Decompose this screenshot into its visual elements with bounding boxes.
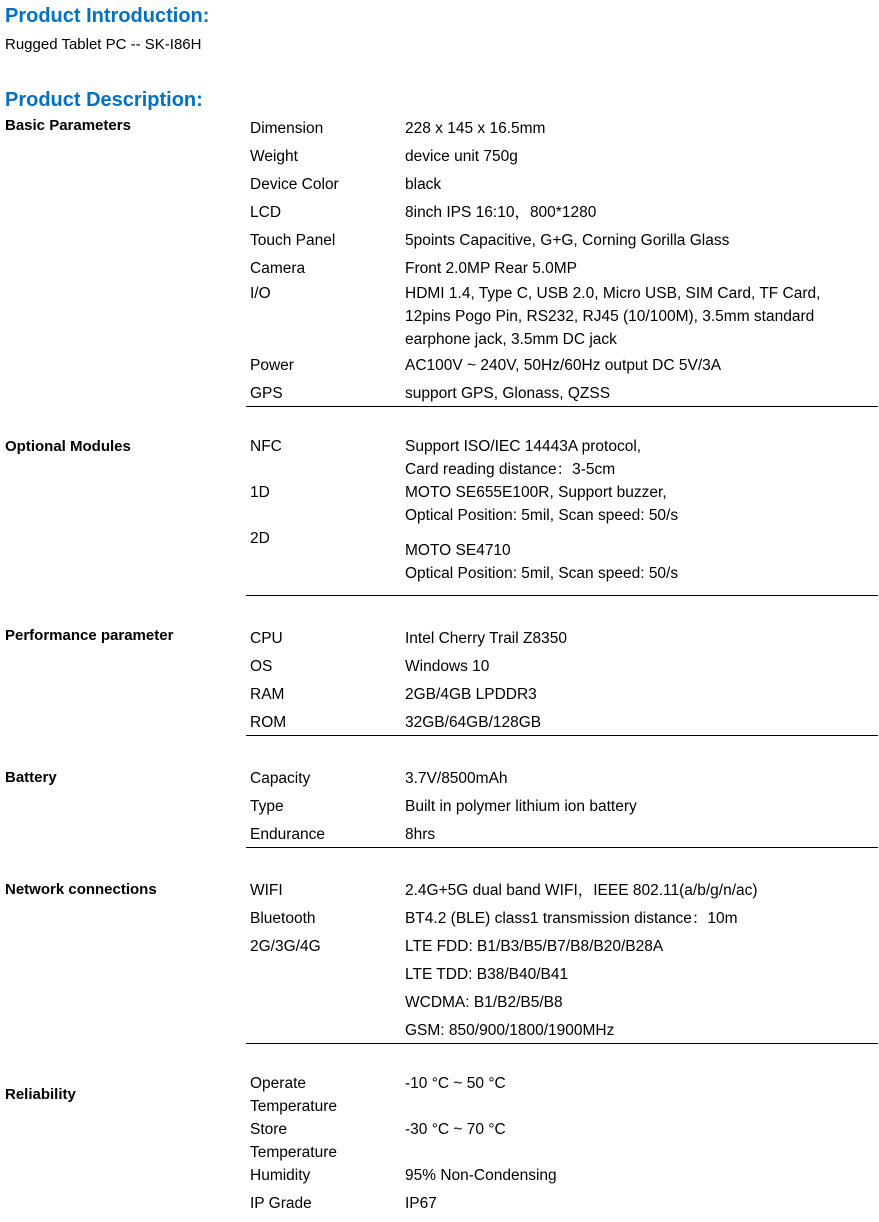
spec-label: OS [250, 658, 273, 675]
spec-label: WIFI [250, 882, 283, 899]
spec-label: ROM [250, 714, 287, 731]
spec-label: Humidity [250, 1167, 311, 1184]
spec-label: Weight [250, 148, 298, 165]
spec-value: BT4.2 (BLE) class1 transmission distance：10m [405, 910, 738, 927]
spec-label: I/O [250, 285, 271, 302]
spec-value-line: Optical Position: 5mil, Scan speed: 50/s [405, 565, 679, 582]
spec-value: 5points Capacitive, G+G, Corning Gorilla Glass [405, 232, 730, 249]
spec-label-line: Operate [250, 1075, 307, 1092]
spec-value-line: LTE FDD: B1/B3/B5/B7/B8/B20/B28A [405, 938, 664, 955]
spec-value: 3.7V/8500mAh [405, 770, 508, 787]
spec-value-line: Card reading distance：3-5cm [405, 461, 616, 478]
spec-value-line: earphone jack, 3.5mm DC jack [405, 331, 617, 348]
spec-label: CPU [250, 630, 283, 647]
section-divider [246, 847, 878, 848]
spec-value-line: WCDMA: B1/B2/B5/B8 [405, 994, 563, 1011]
spec-value-line: Optical Position: 5mil, Scan speed: 50/s [405, 507, 679, 524]
section-title: Optional Modules [5, 438, 131, 455]
spec-label: LCD [250, 204, 282, 221]
spec-value-line: MOTO SE655E100R, Support buzzer, [405, 484, 667, 501]
spec-value: 2.4G+5G dual band WIFI，IEEE 802.11(a/b/g/n/ac) [405, 882, 758, 899]
spec-label: Device Color [250, 176, 339, 193]
spec-label: Power [250, 357, 294, 374]
spec-value: support GPS, Glonass, QZSS [405, 385, 611, 402]
spec-value-line: GSM: 850/900/1800/1900MHz [405, 1022, 615, 1039]
spec-label: NFC [250, 438, 282, 455]
spec-value: -30 °C ~ 70 °C [405, 1121, 506, 1138]
spec-label: RAM [250, 686, 285, 703]
spec-value: -10 °C ~ 50 °C [405, 1075, 506, 1092]
spec-label: GPS [250, 385, 283, 402]
spec-value-line: LTE TDD: B38/B40/B41 [405, 966, 569, 983]
spec-value: 95% Non-Condensing [405, 1167, 557, 1184]
spec-value: Intel Cherry Trail Z8350 [405, 630, 567, 647]
spec-label: Endurance [250, 826, 325, 843]
section-divider [246, 595, 878, 596]
spec-label: Bluetooth [250, 910, 316, 927]
spec-value: black [405, 176, 442, 193]
spec-value: 228 x 145 x 16.5mm [405, 120, 546, 137]
spec-value: 8hrs [405, 826, 436, 843]
spec-label-line: Temperature [250, 1144, 338, 1161]
spec-label: 2G/3G/4G [250, 938, 321, 955]
spec-label-line: Temperature [250, 1098, 338, 1115]
spec-value: 32GB/64GB/128GB [405, 714, 542, 731]
section-title: Network connections [5, 881, 157, 898]
spec-value: Front 2.0MP Rear 5.0MP [405, 260, 578, 277]
spec-value-line: MOTO SE4710 [405, 542, 511, 559]
spec-value: 8inch IPS 16:10，800*1280 [405, 204, 597, 221]
section-divider [246, 735, 878, 736]
section-title: Reliability [5, 1086, 76, 1103]
section-title: Performance parameter [5, 627, 174, 644]
spec-value: AC100V ~ 240V, 50Hz/60Hz output DC 5V/3A [405, 357, 722, 374]
spec-value-line: Support ISO/IEC 14443A protocol, [405, 438, 642, 455]
section-divider [246, 1043, 878, 1044]
spec-label: Camera [250, 260, 306, 277]
product-introduction-heading: Product Introduction: [5, 5, 210, 27]
spec-label: Dimension [250, 120, 324, 137]
spec-value-line: HDMI 1.4, Type C, USB 2.0, Micro USB, SIM Card, TF Card, [405, 285, 821, 302]
section-title: Basic Parameters [5, 117, 131, 134]
spec-value-line: 12pins Pogo Pin, RS232, RJ45 (10/100M), 3.5mm standard [405, 308, 815, 325]
spec-label: Capacity [250, 770, 311, 787]
section-title: Battery [5, 769, 57, 786]
spec-value: 2GB/4GB LPDDR3 [405, 686, 537, 703]
spec-label-line: Store [250, 1121, 288, 1138]
spec-value: IP67 [405, 1195, 437, 1212]
spec-label: Touch Panel [250, 232, 336, 249]
section-divider [246, 406, 878, 407]
spec-value: Built in polymer lithium ion battery [405, 798, 637, 815]
product-description-heading: Product Description: [5, 89, 203, 111]
spec-value: device unit 750g [405, 148, 518, 165]
product-name: Rugged Tablet PC -- SK-I86H [5, 36, 202, 53]
spec-label: 1D [250, 484, 270, 501]
spec-label: Type [250, 798, 284, 815]
spec-value: Windows 10 [405, 658, 490, 675]
spec-label: 2D [250, 530, 270, 547]
spec-label: IP Grade [250, 1195, 312, 1212]
